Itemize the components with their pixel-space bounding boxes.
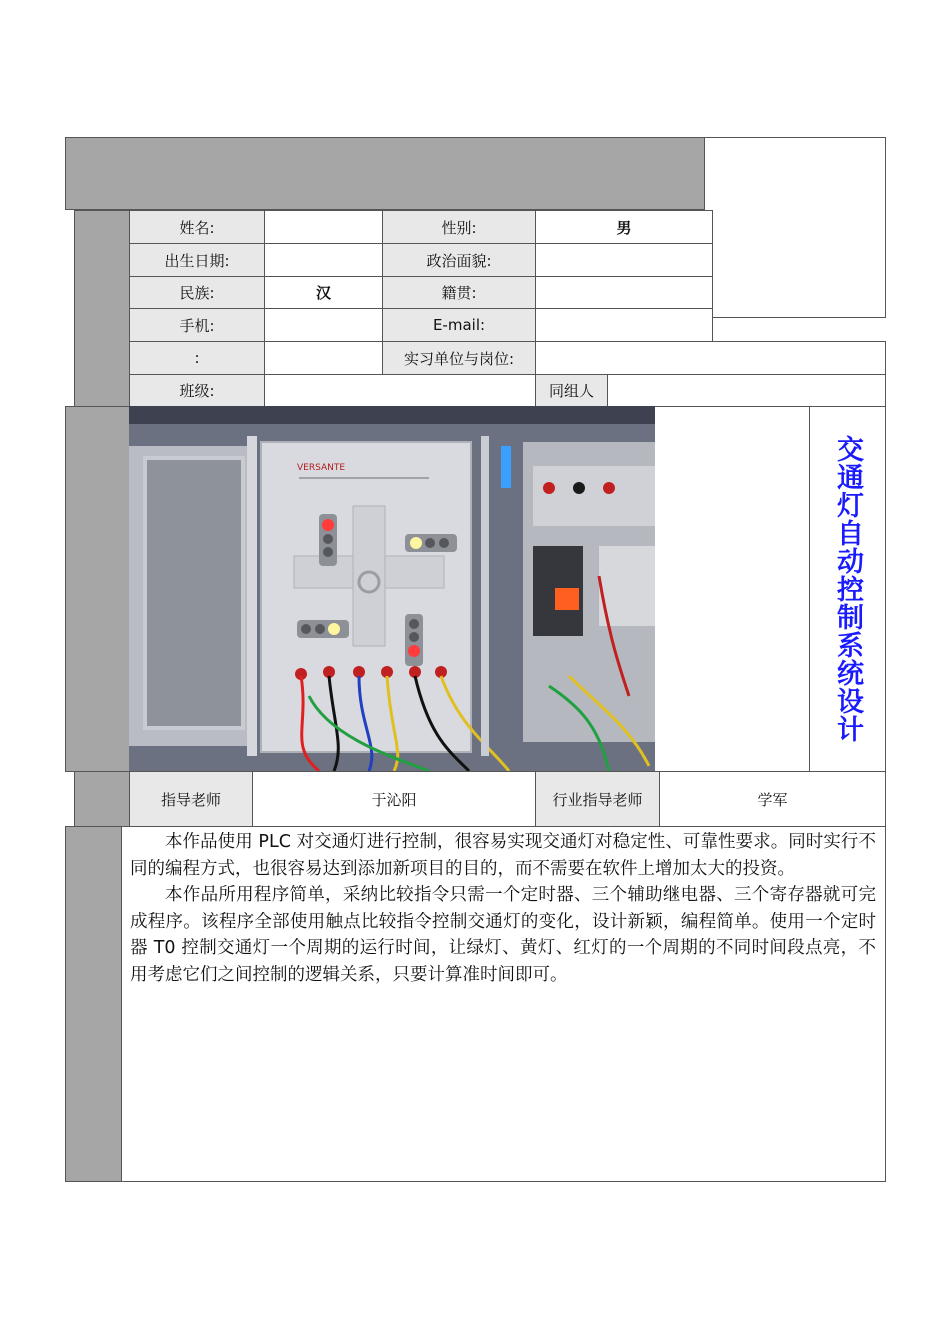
industry-teacher-label: 行业指导老师 bbox=[535, 771, 660, 827]
group-field[interactable] bbox=[607, 374, 886, 407]
email-field[interactable] bbox=[535, 308, 713, 342]
intern-field[interactable] bbox=[535, 341, 886, 375]
teacher-name: 于沁阳 bbox=[252, 771, 536, 827]
title-cell bbox=[809, 406, 886, 772]
phone-label: 手机: bbox=[129, 308, 265, 342]
svg-text:VERSANTE: VERSANTE bbox=[297, 463, 346, 473]
gender-value[interactable]: 男 bbox=[535, 210, 713, 244]
row5-label: : bbox=[129, 341, 265, 375]
section-strip-info bbox=[74, 210, 130, 407]
ethnicity-label: 民族: bbox=[129, 276, 265, 309]
intern-label: 实习单位与岗位: bbox=[382, 341, 536, 375]
photo-placeholder-box bbox=[704, 137, 886, 318]
industry-teacher-name: 学军 bbox=[659, 771, 886, 827]
politics-label: 政治面貌: bbox=[382, 243, 536, 277]
description-box bbox=[121, 826, 886, 1182]
politics-field[interactable] bbox=[535, 243, 713, 277]
description-paragraph-1: 本作品使用 PLC 对交通灯进行控制，很容易实现交通灯对稳定性、可靠性要求。同时实行不同的编程方式，也很容易达到添加新项目的目的，而不需要在软件上增加太大的投资。 bbox=[130, 832, 876, 879]
email-label: E-mail: bbox=[382, 308, 536, 342]
section-strip-advisors bbox=[74, 771, 130, 827]
header-band bbox=[65, 137, 705, 210]
name-label: 姓名: bbox=[129, 210, 265, 244]
section-strip-description bbox=[65, 826, 122, 1182]
project-title: 交通灯自动控制系统设计 bbox=[832, 435, 863, 743]
class-field[interactable] bbox=[264, 374, 536, 407]
native-label: 籍贯: bbox=[382, 276, 536, 309]
description-paragraph-2: 本作品所用程序简单，采纳比较指令只需一个定时器、三个辅助继电器、三个寄存器就可完成程序。该程序全部使用触点比较指令控制交通灯的变化，设计新颖，编程简单。使用一个定时器 T0 控制交通灯一个周期的运行时间，让绿灯、黄灯、红灯的一个周期的不同时间段点亮，不用考虑它们之间控制的逻辑关系，只要计算准时间即可。 bbox=[130, 885, 876, 985]
traffic-light-panel-photo bbox=[129, 406, 655, 771]
phone-field[interactable] bbox=[264, 308, 383, 342]
section-strip-photo bbox=[65, 406, 130, 772]
birth-field[interactable] bbox=[264, 243, 383, 277]
teacher-label: 指导老师 bbox=[129, 771, 253, 827]
row5-field[interactable] bbox=[264, 341, 383, 375]
gender-label: 性别: bbox=[382, 210, 536, 244]
ethnicity-value[interactable]: 汉 bbox=[264, 276, 383, 309]
birth-label: 出生日期: bbox=[129, 243, 265, 277]
name-field[interactable] bbox=[264, 210, 383, 244]
native-field[interactable] bbox=[535, 276, 713, 309]
class-label: 班级: bbox=[129, 374, 265, 407]
group-label: 同组人 bbox=[535, 374, 608, 407]
